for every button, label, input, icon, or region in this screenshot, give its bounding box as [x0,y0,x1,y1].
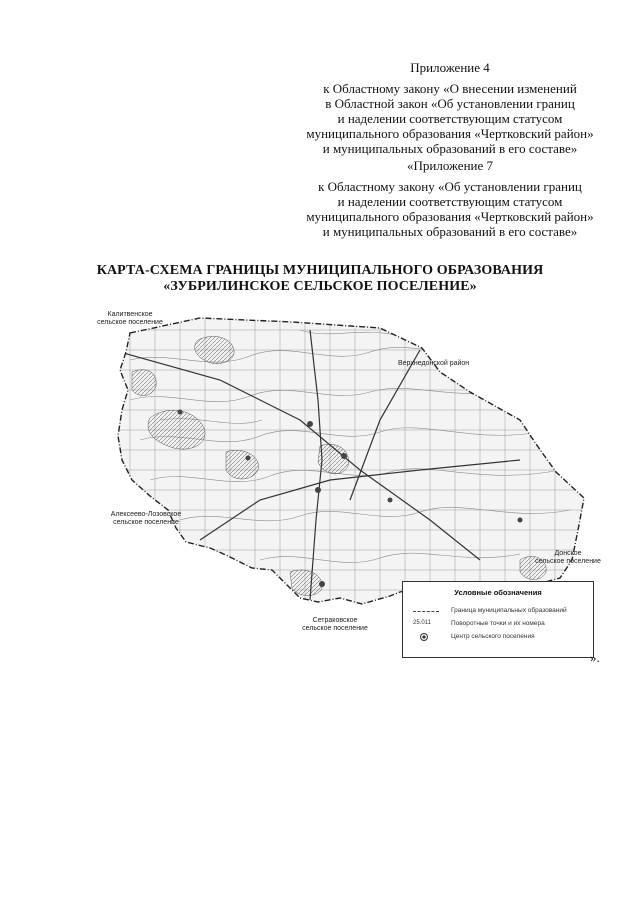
label-line: сельское поселение [302,625,368,632]
annex-line: к Областному закону «Об установлении границ [318,179,582,194]
legend-item-center [411,632,589,642]
map-body [110,310,590,610]
boundary-line-icon [411,606,441,616]
label-line: сельское поселение [113,519,179,526]
annex-line: муниципального образования «Чертковский район» [306,209,594,224]
annex-title: «Приложение 7 [406,158,494,173]
label-kalitvenskoe [90,311,170,327]
closing-quote-mark: ». [590,650,600,665]
annex-line: и муниципальных образований в его составе» [322,141,578,156]
label-line: сельское поселение [97,319,163,326]
annex-title: Приложение 4 [410,60,490,75]
label-alekseevo [106,511,186,527]
turning-point-icon [411,619,441,629]
annex-line: и муниципальных образований в его составе» [322,224,578,239]
legend-title: Условные обозначения [454,588,542,597]
legend-item-label: Граница муниципальных образований [451,607,567,614]
map-title-line: КАРТА-СХЕМА ГРАНИЦЫ МУНИЦИПАЛЬНОГО ОБРАЗОВАНИЯ [96,263,544,278]
legend-item-turning-points [411,619,589,629]
annex-line: муниципального образования «Чертковский район» [306,126,594,141]
label-verkhnedonsky: Верхнедонской район [398,360,470,367]
legend-item-label: Центр сельского поселения [451,633,535,640]
label-line: Калитвенское [107,311,153,318]
label-donskoe [528,550,608,566]
annex-line: и наделении соответствующим статусом [337,194,563,209]
label-line: сельское поселение [535,558,601,565]
legend-item-boundary [411,606,589,616]
label-line: Алексеево-Лозовское [110,511,182,518]
label-line: Донское [554,550,582,557]
map-legend [402,581,594,658]
turning-point-code: 25.011 [413,620,431,626]
annex-line: и наделении соответствующим статусом [337,111,563,126]
annex-line: в Областной закон «Об установлении границ [325,96,575,111]
settlement-center-icon [411,632,441,642]
map-title-line: «ЗУБРИЛИНСКОЕ СЕЛЬСКОЕ ПОСЕЛЕНИЕ» [163,279,477,294]
legend-item-label: Поворотные точки и их номера [451,620,545,627]
annex-line: к Областному закону «О внесении изменений [323,81,577,96]
label-setrakovskoe [290,617,380,633]
label-line: Сетраковское [312,617,358,624]
